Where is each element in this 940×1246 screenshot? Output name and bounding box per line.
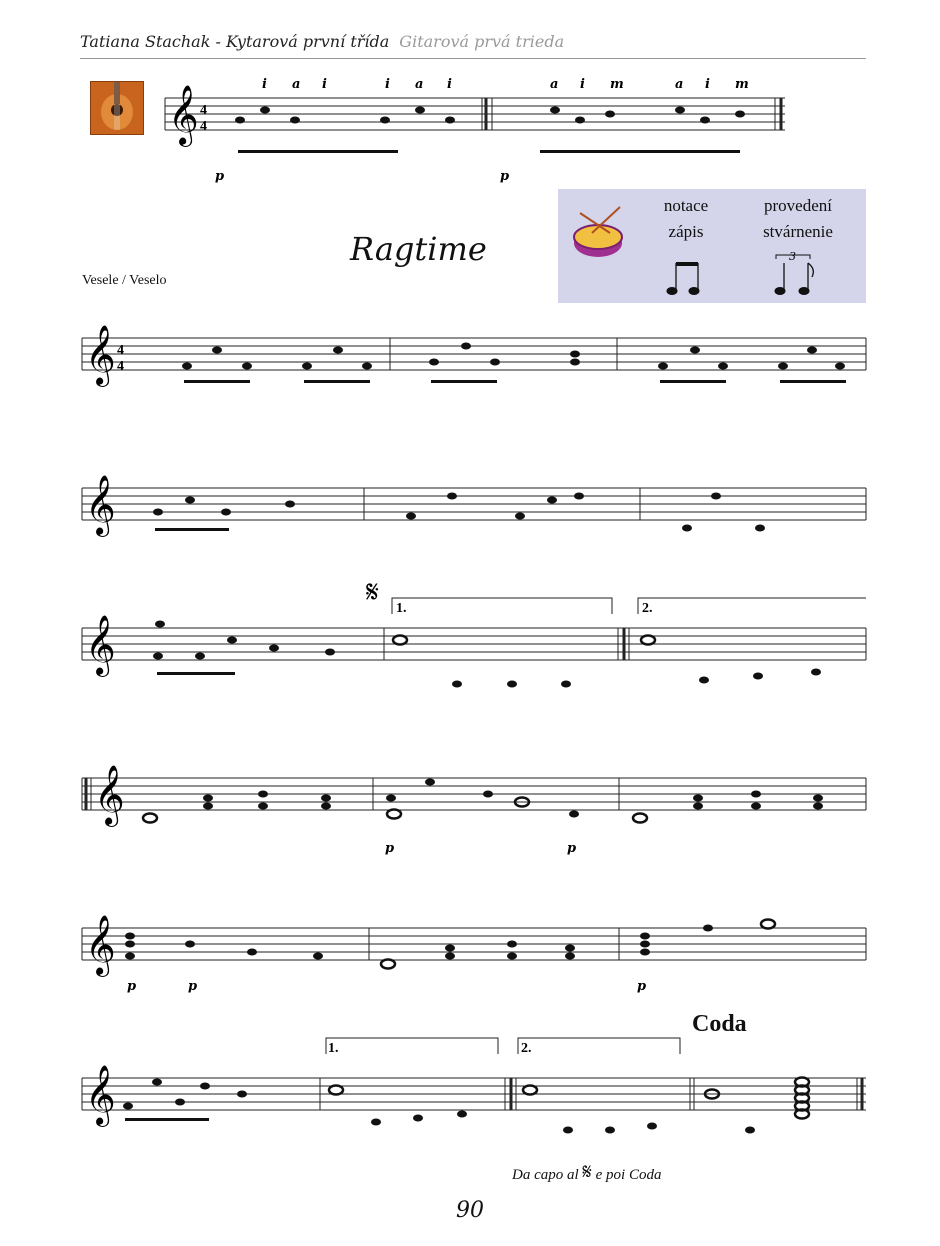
staff-system-1 xyxy=(0,290,940,420)
fingering: i xyxy=(705,77,710,92)
thumb-marker: p xyxy=(127,979,137,994)
fingering: a xyxy=(415,77,424,92)
tempo-marking: Vesele / Veselo xyxy=(82,273,167,288)
notation-label: notace xyxy=(663,196,709,215)
header-title-sk: Gitarová prvá trieda xyxy=(399,32,565,51)
fingering: i xyxy=(262,77,267,92)
volta-1: 1. xyxy=(328,1041,339,1056)
staff-system-3 xyxy=(0,575,940,710)
staff-system-4 xyxy=(0,730,940,860)
svg-text:𝄞: 𝄞 xyxy=(85,325,116,385)
staff-system-5 xyxy=(0,880,940,1010)
segno-icon: 𝄋 xyxy=(582,1160,592,1185)
thumb-marker: p xyxy=(385,841,395,856)
coda-label: Coda xyxy=(692,1011,747,1037)
thumb-marker: p xyxy=(188,979,198,994)
svg-text:𝄞: 𝄞 xyxy=(85,615,116,675)
volta-1: 1. xyxy=(396,601,407,616)
dacapo-text-post: e poi Coda xyxy=(595,1167,662,1183)
exercise-staff xyxy=(0,70,940,200)
fingering: a xyxy=(292,77,301,92)
page-header xyxy=(80,32,866,59)
fingering: a xyxy=(550,77,559,92)
thumb-marker: p xyxy=(500,169,510,184)
triplet-mark: 3 xyxy=(789,251,796,263)
fingering: m xyxy=(735,77,749,92)
svg-text:4: 4 xyxy=(117,343,124,358)
page-number: 90 xyxy=(456,1198,484,1223)
performance-label-sk: stvárnenie xyxy=(763,222,833,241)
svg-text:𝄞: 𝄞 xyxy=(168,85,199,145)
performance-label: provedení xyxy=(764,196,832,215)
thumb-marker: p xyxy=(637,979,647,994)
drum-icon xyxy=(570,203,626,267)
segno-icon: 𝄋 xyxy=(366,575,379,610)
fingering: i xyxy=(447,77,452,92)
timesig-top: 4 xyxy=(200,103,207,118)
dacapo-instruction xyxy=(512,1160,661,1185)
fingering: m xyxy=(610,77,624,92)
thumb-marker: p xyxy=(567,841,577,856)
svg-text:𝄞: 𝄞 xyxy=(94,765,125,825)
timesig-bottom: 4 xyxy=(200,119,207,134)
svg-text:𝄞: 𝄞 xyxy=(85,915,116,975)
svg-text:𝄞: 𝄞 xyxy=(85,475,116,535)
fingering: i xyxy=(580,77,585,92)
svg-text:𝄞: 𝄞 xyxy=(85,1065,116,1125)
fingering: i xyxy=(385,77,390,92)
volta-2: 2. xyxy=(642,601,653,616)
svg-text:4: 4 xyxy=(117,359,124,374)
notation-label-sk: zápis xyxy=(668,222,704,241)
staff-system-6 xyxy=(0,1030,940,1160)
dacapo-text: Da capo al xyxy=(512,1167,579,1183)
notation-info-box xyxy=(558,189,866,303)
fingering: a xyxy=(675,77,684,92)
staff-system-2 xyxy=(0,440,940,570)
fingering: i xyxy=(322,77,327,92)
thumb-marker: p xyxy=(215,169,225,184)
volta-2: 2. xyxy=(521,1041,532,1056)
header-title-cz: Tatiana Stachak - Kytarová první třída xyxy=(80,32,390,51)
piece-title: Ragtime xyxy=(350,230,487,268)
